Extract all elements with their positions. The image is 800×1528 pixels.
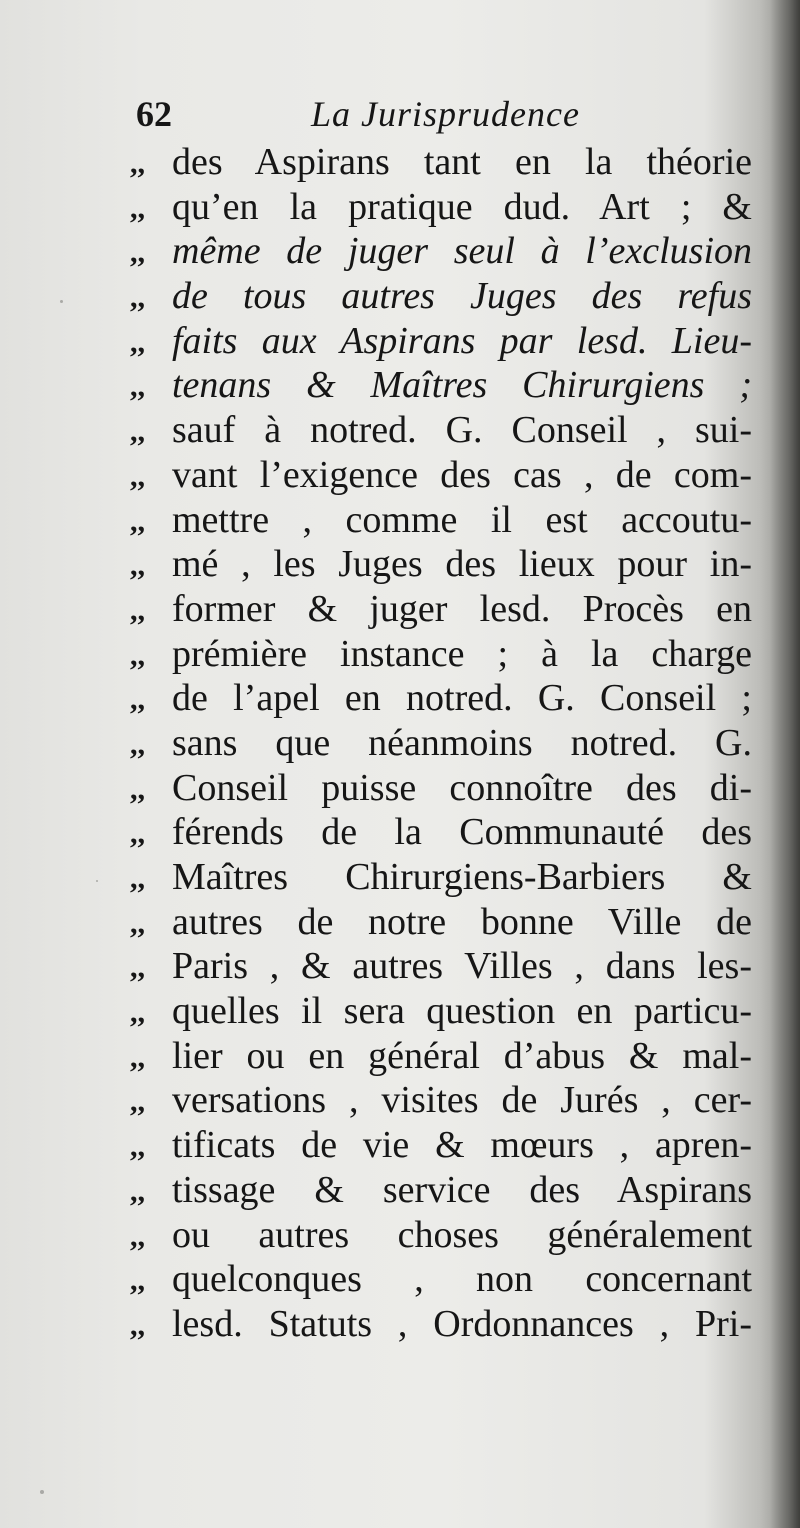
quotation-mark: ,, [130,459,145,493]
line-text: quelles il sera question en particu- [172,990,752,1033]
quotation-mark: ,, [130,236,145,270]
quotation-mark: ,, [130,727,145,761]
quotation-mark: ,, [130,504,145,538]
text-line [130,453,760,498]
text-line [130,1302,760,1347]
page-number: 62 [136,94,172,134]
quotation-mark: ,, [130,1174,145,1208]
quotation-mark: ,, [130,281,145,315]
line-text: sauf à notred. G. Conseil , sui- [172,409,752,452]
quotation-mark: ,, [130,1219,145,1253]
line-text: de tous autres Juges des refus [172,275,752,318]
text-line [130,676,760,721]
text-line [130,140,760,185]
text-line [130,989,760,1034]
quotation-mark: ,, [130,951,145,985]
quotation-mark: ,, [130,1085,145,1119]
line-text: quelconques , non concernant [172,1258,752,1301]
text-line [130,319,760,364]
line-text: mettre , comme il est accoutu- [172,498,752,541]
paper-speck [60,300,63,303]
quotation-mark: ,, [130,862,145,895]
line-text: des Aspirans tant en la théorie [172,141,752,183]
paper-speck [96,880,98,882]
text-line [130,229,760,274]
quotation-mark: ,, [130,906,145,940]
quotation-mark: ,, [130,593,145,627]
line-text: tenans & Maîtres Chirurgiens ; [172,364,752,407]
line-text: mé , les Juges des lieux pour in- [172,543,752,586]
text-line [130,587,760,632]
quotation-mark: ,, [130,1040,145,1074]
paper-speck [40,1490,44,1494]
line-text: même de juger seul à l’exclusion [172,230,752,273]
line-text: ou autres choses généralement [172,1213,752,1256]
quotation-mark: ,, [130,147,145,180]
quotation-mark: ,, [130,772,145,806]
body-text [130,140,760,1347]
text-line [130,498,760,543]
page-gutter-shadow [770,0,800,1528]
quotation-mark: ,, [130,817,145,851]
text-line [130,185,760,230]
quotation-mark: ,, [130,1264,145,1298]
text-line [130,363,760,408]
line-text: autres de notre bonne Ville de [172,900,752,943]
text-line [130,1168,760,1213]
line-text: tissage & service des Aspirans [172,1168,752,1211]
quotation-mark: ,, [130,996,145,1030]
line-text: Conseil puisse connoître des di- [172,766,752,809]
text-line [130,632,760,677]
text-line [130,1123,760,1168]
line-text: versations , visites de Jurés , cer- [172,1079,752,1122]
page-header [136,92,756,136]
text-line [130,900,760,945]
quotation-mark: ,, [130,683,145,717]
quotation-mark: ,, [130,191,145,225]
text-line [130,408,760,453]
text-line [130,766,760,811]
running-head: La Jurisprudence [311,94,580,134]
line-text: faits aux Aspirans par lesd. Lieu- [172,319,752,362]
text-line [130,1078,760,1123]
text-line [130,944,760,989]
quotation-mark: ,, [130,1130,145,1164]
line-text: vant l’exigence des cas , de com- [172,453,752,496]
text-line [130,1257,760,1302]
line-text: qu’en la pratique dud. Art ; & [172,185,752,228]
line-text: lier ou en général d’abus & mal- [172,1034,752,1077]
quotation-mark: ,, [130,1308,145,1342]
line-text: prémière instance ; à la charge [172,632,752,675]
text-line [130,542,760,587]
text-line [130,1213,760,1258]
quotation-mark: ,, [130,415,145,449]
line-text: Paris , & autres Villes , dans les- [172,945,752,988]
text-line [130,721,760,766]
line-text: tificats de vie & mœurs , apren- [172,1124,752,1167]
quotation-mark: ,, [130,638,145,672]
text-line [130,1034,760,1079]
quotation-mark: ,, [130,549,145,583]
text-line [130,855,760,900]
line-text: sans que néanmoins notred. G. [172,721,752,764]
line-text: lesd. Statuts , Ordonnances , Pri- [172,1302,752,1345]
text-line [130,274,760,319]
quotation-mark: ,, [130,325,145,359]
line-text: férends de la Communauté des [172,811,752,854]
quotation-mark: ,, [130,370,145,404]
line-text: Maîtres Chirurgiens-Barbiers & [172,856,752,898]
text-line [130,810,760,855]
line-text: de l’apel en notred. G. Conseil ; [172,677,752,720]
line-text: former & juger lesd. Procès en [172,587,752,630]
